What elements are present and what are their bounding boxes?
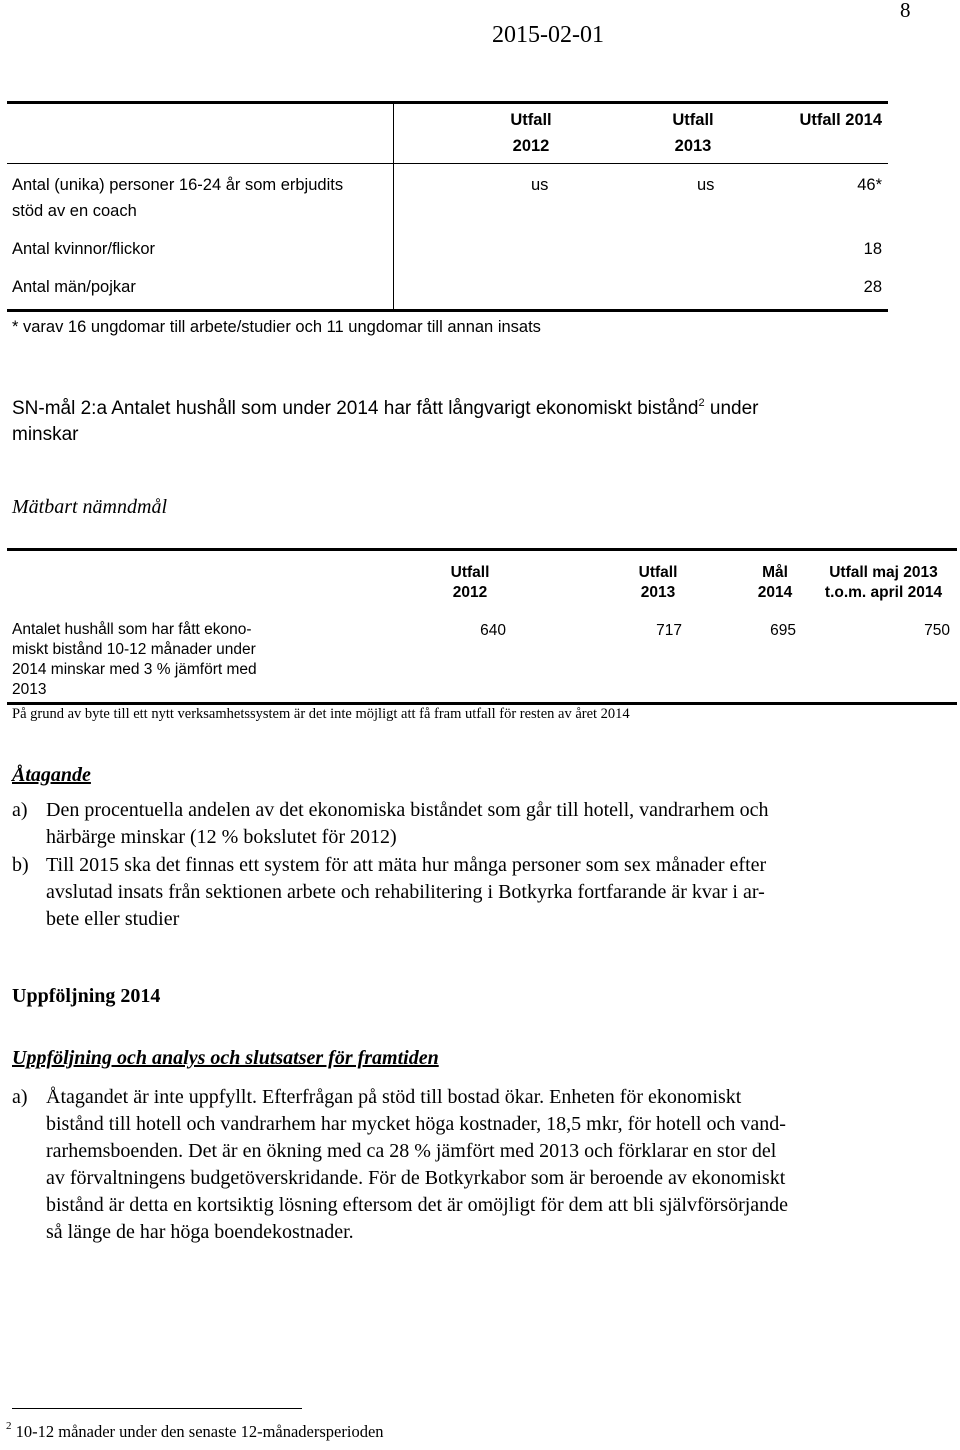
table2-cell-2012: 640 bbox=[480, 622, 506, 639]
table-cell-2014: 18 bbox=[863, 240, 882, 258]
table2-header-2012: Utfall 2012 bbox=[450, 564, 490, 601]
table-header-2014: Utfall 2014 bbox=[799, 111, 882, 129]
followup-subheading: Uppföljning och analys och slutsatser för framtiden bbox=[12, 1047, 439, 1069]
table2-header-2013: Utfall 2013 bbox=[638, 564, 678, 601]
table-header-rule bbox=[7, 163, 888, 164]
list-marker: b) bbox=[12, 854, 29, 876]
table-bottom-rule bbox=[7, 309, 888, 312]
commitment-item-b: b) Till 2015 ska det finnas ett system för att mäta hur många personer som sex månader efter avslutad insats från sektionen arbete och rehabilitering i Botkyrka fortfarande är kvar i ar- bete eller studier bbox=[12, 854, 767, 930]
header-date: 2015-02-01 bbox=[492, 22, 604, 48]
commitment-item-a: a) Den procentuella andelen av det ekonomiska biståndet som går till hotell, vandrarhem och härbärge minskar (12 % bokslutet för 2012) bbox=[12, 799, 769, 848]
table2-header-goal: Mål 2014 bbox=[757, 564, 793, 601]
list-marker: a) bbox=[12, 1086, 28, 1108]
table2-row-label: Antalet hushåll som har fått ekono- miskt bistånd 10-12 månader under 2014 minskar med 3 % jämfört med 2013 bbox=[12, 621, 257, 698]
table-cell-2014: 46* bbox=[857, 176, 882, 194]
table-top-rule bbox=[7, 101, 888, 104]
table2-cell-2013: 717 bbox=[656, 622, 682, 639]
table-header-2013: Utfall 2013 bbox=[672, 111, 714, 155]
table2-cell-period: 750 bbox=[924, 622, 950, 639]
measurable-goal-heading: Mätbart nämndmål bbox=[12, 496, 167, 518]
table-row-label: Antal (unika) personer 16-24 år som erbjudits stöd av en coach bbox=[12, 176, 344, 220]
followup-item-a: a) Åtagandet är inte uppfyllt. Efterfrågan på stöd till bostad ökar. Enheten för ekonomiskt bistånd till hotell och vandrarhem har mycket höga kostnader, 18,5 mkr, för hotell och vand- rarhemsboenden. Det är en ökning med ca 28 % jämfört med 2013 och förklarar en stor del av förvaltningens budgetöverskridande. För de Botkyrkabor som är beroende av ekonomiskt bistånd är detta en kortsiktig lösning eftersom det är omöjligt för dem att bli självförsörjande så länge de har höga boendekostnader. bbox=[12, 1086, 789, 1243]
list-marker: a) bbox=[12, 799, 28, 821]
table2-cell-goal: 695 bbox=[770, 622, 796, 639]
footnote-rule bbox=[12, 1408, 302, 1409]
followup-heading: Uppföljning 2014 bbox=[12, 985, 161, 1007]
table-header-2012: Utfall 2012 bbox=[510, 111, 552, 155]
page-number: 8 bbox=[900, 0, 911, 22]
table-divider bbox=[393, 104, 394, 309]
table-footnote: * varav 16 ungdomar till arbete/studier och 11 ungdomar till annan insats bbox=[12, 318, 541, 336]
sn-goal-heading: SN-mål 2:a Antalet hushåll som under 2014 har fått långvarigt ekonomiskt bistånd$^2$ under minskar bbox=[12, 397, 759, 445]
table2-note: På grund av byte till ett nytt verksamhetssystem är det inte möjligt att få fram utfall för resten av året 2014 bbox=[12, 706, 630, 722]
commitment-heading: Åtagande bbox=[12, 764, 91, 786]
table-row-label: Antal män/pojkar bbox=[12, 278, 136, 296]
table-row-label: Antal kvinnor/flickor bbox=[12, 240, 156, 258]
table2-header-period: Utfall maj 2013 t.o.m. april 2014 bbox=[824, 564, 943, 601]
footnote: $^2$ 10-12 månader under den senaste 12-månadersperioden bbox=[6, 1420, 384, 1441]
table-cell-2012: us bbox=[531, 176, 549, 194]
table-cell-2013: us bbox=[697, 176, 715, 194]
table2-top-rule bbox=[7, 548, 957, 551]
table-cell-2014: 28 bbox=[863, 278, 882, 296]
table2-bottom-rule bbox=[7, 702, 957, 705]
